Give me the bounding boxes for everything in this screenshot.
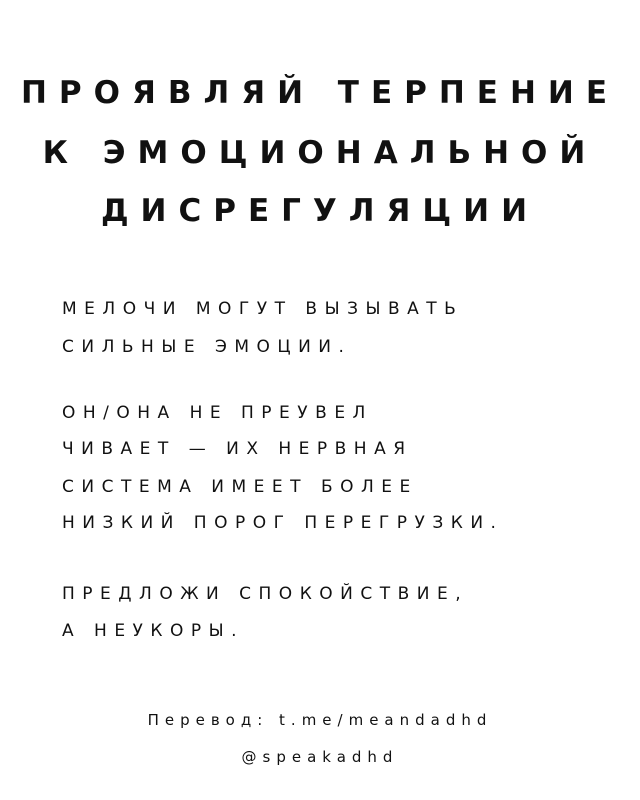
- paragraph-2-line-1: ОН/ОНА НЕ ПРЕУВЕЛ: [62, 403, 373, 423]
- title-line-2: К ЭМОЦИОНАЛЬНОЙ: [42, 135, 598, 171]
- paragraph-3-line-1: ПРЕДЛОЖИ СПОКОЙСТВИЕ,: [62, 584, 469, 604]
- author-handle: @speakadhd: [241, 748, 399, 766]
- paragraph-1-line-2: СИЛЬНЫЕ ЭМОЦИИ.: [62, 337, 352, 357]
- translation-credit: Перевод: t.me/meandadhd: [147, 711, 493, 729]
- paragraph-2-line-4: НИЗКИЙ ПОРОГ ПЕРЕГРУЗКИ.: [62, 513, 504, 533]
- paragraph-2-line-3: СИСТЕМА ИМЕЕТ БОЛЕЕ: [62, 477, 418, 497]
- title-line-3: ДИСРЕГУЛЯЦИИ: [100, 193, 540, 229]
- paragraph-3-line-2: А НЕУКОРЫ.: [62, 621, 245, 641]
- title-line-1: ПРОЯВЛЯЙ ТЕРПЕНИЕ: [20, 75, 620, 111]
- paragraph-1-line-1: МЕЛОЧИ МОГУТ ВЫЗЫВАТЬ: [62, 299, 464, 319]
- paragraph-2-line-2: ЧИВАЕТ — ИХ НЕРВНАЯ: [62, 439, 413, 459]
